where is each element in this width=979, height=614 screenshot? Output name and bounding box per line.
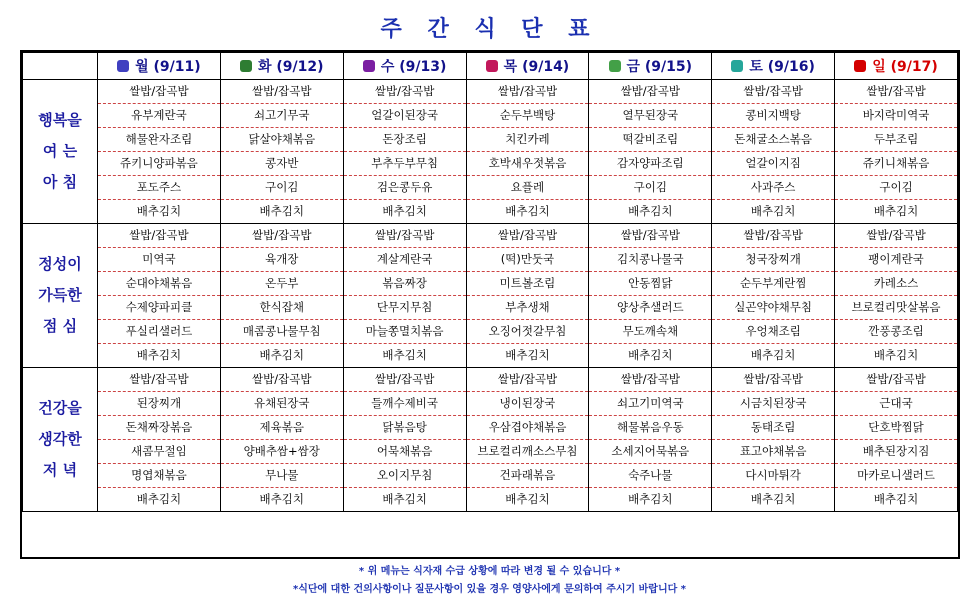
menu-item: 마카로니샐러드 [835,464,957,488]
menu-item: 배추김치 [259,492,304,506]
menu-item: 쌀밥/잡곡밥 [344,80,466,104]
menu-item: 쌀밥/잡곡밥 [221,80,343,104]
menu-item: 배추김치 [136,348,182,362]
menu-item: 해물완자조림 [98,128,220,152]
menu-item: 김치콩나물국 [589,248,711,272]
menu-cell [343,224,466,368]
menu-item: 검은콩두유 [344,176,466,200]
menu-item: 배추김치 [873,204,919,218]
menu-item: 배추김치 [136,204,182,218]
menu-cell [466,80,589,224]
menu-item: 쌀밥/잡곡밥 [712,80,834,104]
menu-item: 육개장 [221,248,343,272]
menu-item: 호박새우젓볶음 [467,152,589,176]
day-icon [363,60,375,72]
notice-change: * 위 메뉴는 식자재 수급 상황에 따라 변경 될 수 있습니다 * [358,566,621,577]
menu-item: 건파래볶음 [467,464,589,488]
menu-item: 배추김치 [750,492,796,506]
menu-item: 미역국 [98,248,220,272]
menu-item: 단무지무침 [344,296,466,320]
menu-item: 배추김치 [505,204,550,218]
meal-label-line: 점 심 [42,317,78,335]
menu-cell [712,80,835,224]
menu-cell [835,80,958,224]
day-label: 일 (9/17) [872,59,938,75]
menu-item: 쌀밥/잡곡밥 [344,368,466,392]
menu-item: 숙주나물 [589,464,711,488]
page-title: 주 간 식 단 표 [380,17,599,42]
menu-item: 부추생채 [467,296,589,320]
menu-item: 배추김치 [628,348,673,362]
menu-item: 구이김 [835,176,957,200]
menu-item: 소세지어묵볶음 [589,440,711,464]
menu-cell [98,368,221,512]
menu-item: (떡)만둣국 [467,248,589,272]
menu-item: 청국장찌개 [712,248,834,272]
menu-item: 부추두부무침 [344,152,466,176]
menu-item: 치킨카레 [467,128,589,152]
menu-item: 열무된장국 [589,104,711,128]
menu-item: 들깨수제비국 [344,392,466,416]
menu-item: 쇠고기미역국 [589,392,711,416]
menu-item: 콩비지백탕 [712,104,834,128]
meal-row-lunch [23,224,958,368]
menu-item: 브로컬리깨소스무침 [467,440,589,464]
menu-cell [466,368,589,512]
menu-item: 쌀밥/잡곡밥 [712,368,834,392]
menu-cell [589,80,712,224]
day-header-wed [343,53,466,80]
meal-label-line: 정성이 [38,255,82,273]
menu-item: 쌀밥/잡곡밥 [835,80,957,104]
menu-item: 계살계란국 [344,248,466,272]
menu-item: 바지락미역국 [835,104,957,128]
meal-label-line: 행복을 [38,111,82,129]
menu-item: 구이김 [589,176,711,200]
menu-item: 제육볶음 [221,416,343,440]
day-icon [117,60,129,72]
menu-cell [220,224,343,368]
menu-item: 오이지무침 [344,464,466,488]
menu-cell [98,80,221,224]
menu-item: 돈장조림 [344,128,466,152]
day-label: 토 (9/16) [749,59,815,75]
menu-item: 팽이계란국 [835,248,957,272]
menu-item: 배추김치 [382,204,427,218]
menu-item: 순두부백탕 [467,104,589,128]
meal-label-line: 저 녁 [42,461,78,479]
meal-label-line: 건강을 [38,399,82,417]
menu-item: 쌀밥/잡곡밥 [589,224,711,248]
menu-item: 우엉채조림 [712,320,834,344]
menu-item: 배추김치 [628,204,673,218]
menu-item: 한식잡채 [221,296,343,320]
menu-item: 배추김치 [505,348,550,362]
meal-label [23,368,98,512]
menu-item: 배추된장지짐 [835,440,957,464]
menu-item: 쌀밥/잡곡밥 [98,80,220,104]
menu-item: 순대야채볶음 [98,272,220,296]
menu-item: 쌀밥/잡곡밥 [98,368,220,392]
menu-item: 돈채짜장볶음 [98,416,220,440]
notice-contact: *식단에 대한 건의사항이나 질문사항이 있을 경우 영양사에게 문의하여 주시기 바랍니다 * [292,584,687,595]
menu-cell [835,368,958,512]
menu-item: 다시마튀각 [712,464,834,488]
day-label: 화 (9/12) [257,59,324,75]
menu-item: 쌀밥/잡곡밥 [835,224,957,248]
day-label: 월 (9/11) [135,59,201,75]
menu-cell [343,368,466,512]
menu-item: 쌀밥/잡곡밥 [467,224,589,248]
menu-item: 배추김치 [382,492,427,506]
menu-cell [589,368,712,512]
menu-item: 근대국 [835,392,957,416]
menu-item: 배추김치 [873,492,919,506]
menu-item: 떡갈비조림 [589,128,711,152]
day-header-tue [220,53,343,80]
menu-cell [343,80,466,224]
day-label: 금 (9/15) [626,59,693,75]
menu-item: 쌀밥/잡곡밥 [835,368,957,392]
menu-item: 콩자반 [221,152,343,176]
meal-label-line: 가득한 [38,286,82,304]
menu-item: 볶음짜장 [344,272,466,296]
menu-item: 배추김치 [750,204,796,218]
menu-item: 무도깨속채 [589,320,711,344]
menu-item: 쌀밥/잡곡밥 [467,368,589,392]
corner-cell [23,53,98,80]
menu-item: 카레소스 [835,272,957,296]
menu-item: 명엽채볶음 [98,464,220,488]
menu-item: 새콤무절임 [98,440,220,464]
menu-item: 배추김치 [136,492,182,506]
menu-item: 배추김치 [382,348,427,362]
menu-item: 어묵채볶음 [344,440,466,464]
day-icon [240,60,252,72]
menu-item: 쥬키니양파볶음 [98,152,220,176]
menu-item: 오징어젓갈무침 [467,320,589,344]
day-header-thu [466,53,589,80]
meal-label [23,224,98,368]
menu-cell [466,224,589,368]
menu-item: 쌀밥/잡곡밥 [98,224,220,248]
menu-item: 양상추샐러드 [589,296,711,320]
meal-row-dinner [23,368,958,512]
menu-item: 동태조림 [712,416,834,440]
menu-item: 포도주스 [98,176,220,200]
menu-item: 구이김 [221,176,343,200]
day-icon [731,60,743,72]
menu-item: 표고야채볶음 [712,440,834,464]
menu-item: 배추김치 [628,492,673,506]
menu-item: 배추김치 [259,348,304,362]
day-icon [609,60,621,72]
menu-item: 배추김치 [505,492,550,506]
menu-cell [98,224,221,368]
menu-item: 마늘쫑멸치볶음 [344,320,466,344]
day-header-fri [589,53,712,80]
menu-item: 양배추쌈+쌈장 [221,440,343,464]
meal-row-breakfast [23,80,958,224]
menu-cell [220,80,343,224]
meal-label [23,80,98,224]
menu-item: 브로컬리맛살볶음 [835,296,957,320]
menu-item: 해물볶음우동 [589,416,711,440]
day-header-sat [712,53,835,80]
meal-label-line: 생각한 [38,430,82,448]
menu-item: 배추김치 [873,348,919,362]
menu-cell [712,224,835,368]
menu-item: 순두부계란찜 [712,272,834,296]
menu-item: 무나물 [221,464,343,488]
day-header-row [23,53,958,80]
weekly-menu-table [22,52,958,512]
menu-item: 요플레 [467,176,589,200]
menu-item: 얼갈이된장국 [344,104,466,128]
menu-item: 돈채굴소스볶음 [712,128,834,152]
menu-item: 배추김치 [750,348,796,362]
day-icon [486,60,498,72]
menu-item: 안동찜닭 [589,272,711,296]
menu-item: 사과주스 [712,176,834,200]
menu-item: 두부조림 [835,128,957,152]
menu-item: 닭볶음탕 [344,416,466,440]
menu-item: 쌀밥/잡곡밥 [589,80,711,104]
day-icon [854,60,866,72]
menu-item: 된장찌개 [98,392,220,416]
menu-item: 단호박찜닭 [835,416,957,440]
menu-item: 푸실리샐러드 [98,320,220,344]
menu-item: 배추김치 [259,204,304,218]
menu-item: 매콤콩나물무침 [221,320,343,344]
menu-item: 쌀밥/잡곡밥 [467,80,589,104]
menu-item: 유채된장국 [221,392,343,416]
menu-item: 냉이된장국 [467,392,589,416]
day-header-mon [98,53,221,80]
day-label: 수 (9/13) [380,59,447,75]
menu-item: 감자양파조림 [589,152,711,176]
menu-item: 쌀밥/잡곡밥 [221,368,343,392]
menu-item: 시금치된장국 [712,392,834,416]
menu-item: 얼갈이지짐 [712,152,834,176]
meal-label-line: 아 침 [42,173,78,191]
menu-cell [220,368,343,512]
menu-cell [589,224,712,368]
menu-item: 닭살야채볶음 [221,128,343,152]
menu-item: 쇠고기무국 [221,104,343,128]
menu-item: 수제양파피클 [98,296,220,320]
menu-cell [835,224,958,368]
menu-item: 우삼겹야채볶음 [467,416,589,440]
menu-item: 미트볼조림 [467,272,589,296]
menu-item: 쌀밥/잡곡밥 [589,368,711,392]
menu-item: 실곤약야채무침 [712,296,834,320]
menu-cell [712,368,835,512]
menu-item: 유부계란국 [98,104,220,128]
menu-item: 온두부 [221,272,343,296]
menu-item: 쌀밥/잡곡밥 [712,224,834,248]
day-label: 목 (9/14) [503,59,570,75]
meal-label-line: 여 는 [42,142,78,160]
day-header-sun [835,53,958,80]
menu-item: 쌀밥/잡곡밥 [221,224,343,248]
menu-item: 쥬키니채볶음 [835,152,957,176]
menu-item: 쌀밥/잡곡밥 [344,224,466,248]
menu-item: 깐풍콩조림 [835,320,957,344]
